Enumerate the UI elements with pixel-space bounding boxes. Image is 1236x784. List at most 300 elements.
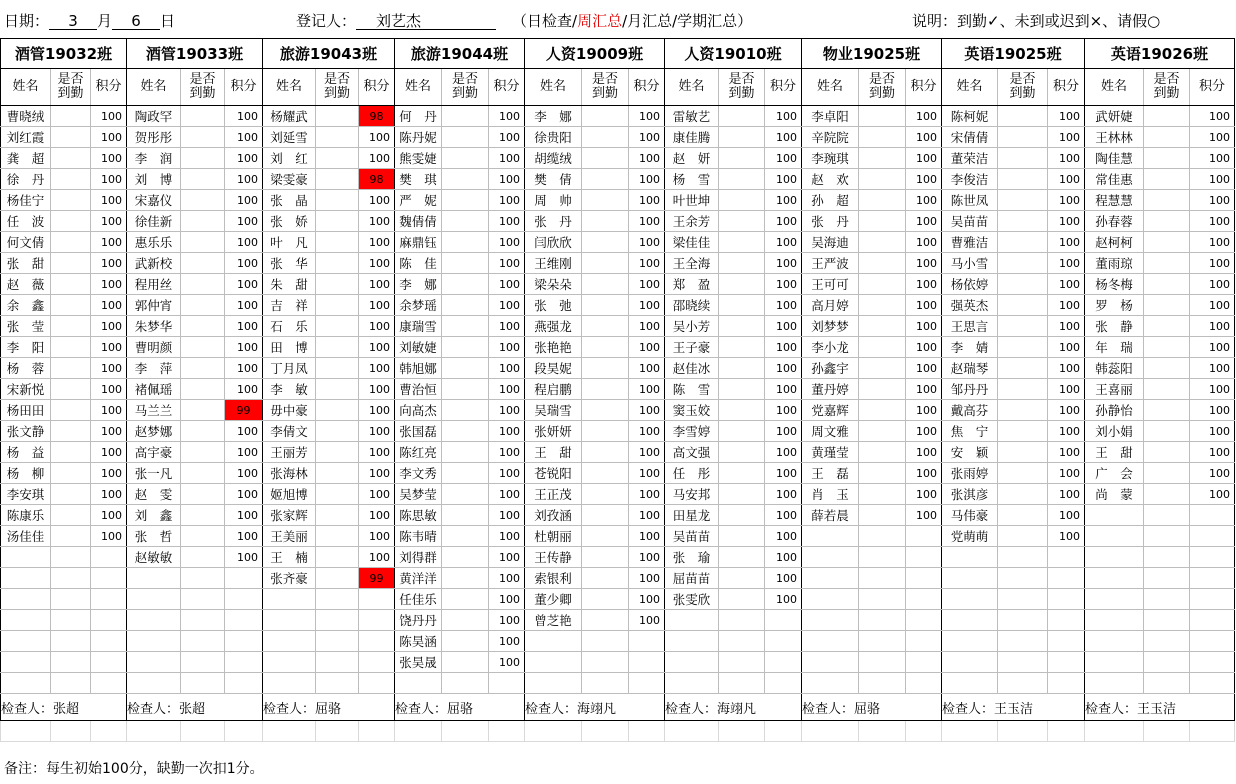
empty-cell[interactable] (1085, 721, 1144, 742)
empty-cell[interactable] (1085, 610, 1144, 631)
attendance-cell[interactable] (1144, 421, 1190, 442)
attendance-cell[interactable] (719, 526, 765, 547)
score-cell[interactable]: 100 (225, 253, 263, 274)
attendance-cell[interactable] (1144, 442, 1190, 463)
score-cell[interactable]: 100 (359, 148, 395, 169)
empty-cell[interactable] (1144, 589, 1190, 610)
attendance-cell[interactable] (582, 169, 629, 190)
student-name[interactable]: 熊雯婕 (395, 148, 442, 169)
empty-cell[interactable] (442, 673, 489, 694)
student-name[interactable]: 曹雅洁 (942, 232, 998, 253)
student-name[interactable]: 韩旭娜 (395, 358, 442, 379)
score-cell[interactable]: 100 (359, 190, 395, 211)
attendance-cell[interactable] (442, 253, 489, 274)
empty-cell[interactable] (181, 589, 225, 610)
empty-cell[interactable] (665, 631, 719, 652)
student-name[interactable]: 刘 博 (127, 169, 181, 190)
score-cell[interactable]: 100 (1190, 211, 1235, 232)
attendance-cell[interactable] (442, 190, 489, 211)
student-name[interactable]: 王余芳 (665, 211, 719, 232)
score-cell[interactable]: 100 (489, 589, 525, 610)
attendance-cell[interactable] (51, 463, 91, 484)
empty-cell[interactable] (859, 547, 906, 568)
score-cell[interactable]: 100 (765, 253, 802, 274)
score-cell-deducted[interactable]: 98 (359, 106, 395, 127)
empty-cell[interactable] (1, 610, 51, 631)
empty-cell[interactable] (942, 547, 998, 568)
score-cell[interactable]: 100 (489, 421, 525, 442)
attendance-cell[interactable] (181, 211, 225, 232)
empty-cell[interactable] (629, 652, 665, 673)
attendance-cell[interactable] (316, 169, 359, 190)
score-cell[interactable]: 100 (91, 148, 127, 169)
attendance-cell[interactable] (51, 190, 91, 211)
student-name[interactable]: 王 磊 (802, 463, 859, 484)
empty-cell[interactable] (1085, 505, 1144, 526)
empty-cell[interactable] (942, 631, 998, 652)
score-cell[interactable]: 100 (225, 463, 263, 484)
score-cell[interactable]: 100 (91, 421, 127, 442)
attendance-cell[interactable] (859, 463, 906, 484)
empty-cell[interactable] (998, 673, 1048, 694)
empty-cell[interactable] (906, 526, 942, 547)
attendance-cell[interactable] (316, 106, 359, 127)
score-cell[interactable]: 100 (765, 568, 802, 589)
attendance-cell[interactable] (316, 211, 359, 232)
student-name[interactable]: 李 润 (127, 148, 181, 169)
student-name[interactable]: 黄洋洋 (395, 568, 442, 589)
student-name[interactable]: 刘 鑫 (127, 505, 181, 526)
attendance-cell[interactable] (442, 589, 489, 610)
attendance-cell[interactable] (442, 148, 489, 169)
score-cell[interactable]: 100 (906, 463, 942, 484)
empty-cell[interactable] (263, 589, 316, 610)
student-name[interactable]: 宋新悦 (1, 379, 51, 400)
attendance-cell[interactable] (442, 442, 489, 463)
empty-cell[interactable] (998, 547, 1048, 568)
attendance-cell[interactable] (1144, 295, 1190, 316)
attendance-cell[interactable] (181, 547, 225, 568)
empty-cell[interactable] (802, 652, 859, 673)
score-cell[interactable]: 100 (489, 631, 525, 652)
attendance-cell[interactable] (719, 337, 765, 358)
score-cell[interactable]: 100 (91, 526, 127, 547)
attendance-cell[interactable] (998, 148, 1048, 169)
empty-cell[interactable] (127, 568, 181, 589)
attendance-cell[interactable] (442, 631, 489, 652)
empty-cell[interactable] (1, 673, 51, 694)
student-name[interactable]: 王思言 (942, 316, 998, 337)
empty-cell[interactable] (263, 631, 316, 652)
attendance-cell[interactable] (316, 127, 359, 148)
attendance-cell[interactable] (51, 379, 91, 400)
empty-cell[interactable] (1190, 721, 1235, 742)
attendance-cell[interactable] (582, 211, 629, 232)
empty-cell[interactable] (906, 589, 942, 610)
inspector-name[interactable]: 海翊凡 (717, 701, 757, 717)
student-name[interactable]: 饶丹丹 (395, 610, 442, 631)
attendance-cell[interactable] (442, 232, 489, 253)
score-cell[interactable]: 100 (359, 463, 395, 484)
attendance-cell[interactable] (582, 484, 629, 505)
empty-cell[interactable] (1048, 673, 1085, 694)
attendance-cell[interactable] (181, 274, 225, 295)
score-cell[interactable]: 100 (225, 421, 263, 442)
student-name[interactable]: 汤佳佳 (1, 526, 51, 547)
score-cell[interactable]: 100 (91, 211, 127, 232)
attendance-cell[interactable] (442, 211, 489, 232)
score-cell[interactable]: 100 (765, 589, 802, 610)
attendance-cell[interactable] (316, 379, 359, 400)
attendance-cell[interactable] (442, 421, 489, 442)
score-cell[interactable]: 100 (359, 127, 395, 148)
attendance-cell[interactable] (859, 400, 906, 421)
student-name[interactable]: 郑 盈 (665, 274, 719, 295)
student-name[interactable]: 赵柯柯 (1085, 232, 1144, 253)
student-name[interactable]: 张家辉 (263, 505, 316, 526)
attendance-cell[interactable] (51, 442, 91, 463)
empty-cell[interactable] (51, 652, 91, 673)
student-name[interactable]: 毋中豪 (263, 400, 316, 421)
score-cell[interactable]: 100 (489, 400, 525, 421)
score-cell[interactable]: 100 (1048, 127, 1085, 148)
student-name[interactable]: 刘得群 (395, 547, 442, 568)
attendance-cell[interactable] (181, 421, 225, 442)
empty-cell[interactable] (181, 610, 225, 631)
student-name[interactable]: 李 娜 (525, 106, 582, 127)
score-cell[interactable]: 100 (91, 316, 127, 337)
score-cell[interactable]: 100 (489, 316, 525, 337)
empty-cell[interactable] (665, 673, 719, 694)
attendance-cell[interactable] (719, 505, 765, 526)
student-name[interactable]: 杨田田 (1, 400, 51, 421)
empty-cell[interactable] (1144, 673, 1190, 694)
attendance-cell[interactable] (181, 316, 225, 337)
attendance-cell[interactable] (582, 400, 629, 421)
attendance-cell[interactable] (442, 106, 489, 127)
student-name[interactable]: 叶 凡 (263, 232, 316, 253)
student-name[interactable]: 徐 丹 (1, 169, 51, 190)
attendance-cell[interactable] (51, 106, 91, 127)
empty-cell[interactable] (127, 631, 181, 652)
score-cell[interactable]: 100 (1190, 484, 1235, 505)
student-name[interactable]: 陶政罕 (127, 106, 181, 127)
attendance-cell[interactable] (316, 274, 359, 295)
attendance-cell[interactable] (998, 337, 1048, 358)
score-cell[interactable]: 100 (489, 568, 525, 589)
empty-cell[interactable] (395, 721, 442, 742)
student-name[interactable]: 董荣洁 (942, 148, 998, 169)
empty-cell[interactable] (225, 568, 263, 589)
score-cell[interactable]: 100 (225, 337, 263, 358)
student-name[interactable]: 李 婧 (942, 337, 998, 358)
student-name[interactable]: 李安琪 (1, 484, 51, 505)
empty-cell[interactable] (91, 610, 127, 631)
attendance-cell[interactable] (316, 568, 359, 589)
student-name[interactable]: 张 弛 (525, 295, 582, 316)
student-name[interactable]: 曹晓绒 (1, 106, 51, 127)
empty-cell[interactable] (359, 721, 395, 742)
student-name[interactable]: 杨依婷 (942, 274, 998, 295)
score-cell[interactable]: 100 (91, 337, 127, 358)
score-cell[interactable]: 100 (906, 190, 942, 211)
student-name[interactable]: 刘红霞 (1, 127, 51, 148)
score-cell[interactable]: 100 (906, 106, 942, 127)
attendance-cell[interactable] (51, 421, 91, 442)
student-name[interactable]: 尚 蒙 (1085, 484, 1144, 505)
empty-cell[interactable] (91, 631, 127, 652)
empty-cell[interactable] (942, 721, 998, 742)
student-name[interactable]: 李倩文 (263, 421, 316, 442)
student-name[interactable]: 吴梦莹 (395, 484, 442, 505)
attendance-cell[interactable] (582, 148, 629, 169)
student-name[interactable]: 朱 甜 (263, 274, 316, 295)
student-name[interactable]: 余 鑫 (1, 295, 51, 316)
attendance-cell[interactable] (719, 442, 765, 463)
attendance-cell[interactable] (442, 295, 489, 316)
empty-cell[interactable] (906, 631, 942, 652)
score-cell[interactable]: 100 (225, 484, 263, 505)
attendance-cell[interactable] (51, 232, 91, 253)
attendance-cell[interactable] (1144, 232, 1190, 253)
score-cell[interactable]: 100 (629, 463, 665, 484)
attendance-cell[interactable] (51, 400, 91, 421)
score-cell[interactable]: 100 (359, 400, 395, 421)
attendance-cell[interactable] (1144, 106, 1190, 127)
attendance-cell[interactable] (181, 442, 225, 463)
empty-cell[interactable] (225, 589, 263, 610)
score-cell[interactable]: 100 (1190, 190, 1235, 211)
empty-cell[interactable] (525, 673, 582, 694)
empty-cell[interactable] (1190, 568, 1235, 589)
empty-cell[interactable] (225, 631, 263, 652)
student-name[interactable]: 陶佳慧 (1085, 148, 1144, 169)
empty-cell[interactable] (525, 631, 582, 652)
attendance-cell[interactable] (582, 253, 629, 274)
attendance-cell[interactable] (719, 295, 765, 316)
attendance-cell[interactable] (1144, 400, 1190, 421)
student-name[interactable]: 向高杰 (395, 400, 442, 421)
student-name[interactable]: 曹明颜 (127, 337, 181, 358)
empty-cell[interactable] (802, 610, 859, 631)
empty-cell[interactable] (719, 673, 765, 694)
score-cell[interactable]: 100 (629, 337, 665, 358)
score-cell[interactable]: 100 (629, 127, 665, 148)
student-name[interactable]: 石 乐 (263, 316, 316, 337)
score-cell[interactable]: 100 (359, 253, 395, 274)
empty-cell[interactable] (719, 610, 765, 631)
score-cell[interactable]: 100 (225, 106, 263, 127)
empty-cell[interactable] (1048, 547, 1085, 568)
score-cell[interactable]: 100 (765, 106, 802, 127)
attendance-cell[interactable] (181, 127, 225, 148)
score-cell[interactable]: 100 (765, 148, 802, 169)
score-cell[interactable]: 100 (359, 337, 395, 358)
score-cell[interactable]: 100 (489, 379, 525, 400)
empty-cell[interactable] (127, 589, 181, 610)
attendance-cell[interactable] (181, 232, 225, 253)
student-name[interactable]: 常佳惠 (1085, 169, 1144, 190)
student-name[interactable]: 何文倩 (1, 232, 51, 253)
student-name[interactable]: 王 楠 (263, 547, 316, 568)
student-name[interactable]: 武妍婕 (1085, 106, 1144, 127)
attendance-cell[interactable] (442, 505, 489, 526)
score-cell[interactable]: 100 (1048, 295, 1085, 316)
student-name[interactable]: 郭仲宵 (127, 295, 181, 316)
attendance-cell[interactable] (51, 274, 91, 295)
student-name[interactable]: 田星龙 (665, 505, 719, 526)
empty-cell[interactable] (51, 547, 91, 568)
score-cell[interactable]: 100 (489, 337, 525, 358)
attendance-cell[interactable] (859, 316, 906, 337)
student-name[interactable]: 杨冬梅 (1085, 274, 1144, 295)
empty-cell[interactable] (582, 673, 629, 694)
empty-cell[interactable] (51, 721, 91, 742)
attendance-cell[interactable] (719, 253, 765, 274)
attendance-cell[interactable] (859, 358, 906, 379)
student-name[interactable]: 张海林 (263, 463, 316, 484)
student-name[interactable]: 陈康乐 (1, 505, 51, 526)
score-cell[interactable]: 100 (489, 526, 525, 547)
score-cell[interactable]: 100 (629, 358, 665, 379)
attendance-cell[interactable] (582, 316, 629, 337)
student-name[interactable]: 贺彤彤 (127, 127, 181, 148)
student-name[interactable]: 王美丽 (263, 526, 316, 547)
score-cell[interactable]: 100 (1048, 400, 1085, 421)
empty-cell[interactable] (998, 589, 1048, 610)
attendance-cell[interactable] (316, 442, 359, 463)
student-name[interactable]: 张 莹 (1, 316, 51, 337)
attendance-cell[interactable] (719, 589, 765, 610)
empty-cell[interactable] (765, 673, 802, 694)
student-name[interactable]: 康佳腾 (665, 127, 719, 148)
score-cell[interactable]: 100 (765, 127, 802, 148)
student-name[interactable]: 张雯欣 (665, 589, 719, 610)
student-name[interactable]: 马兰兰 (127, 400, 181, 421)
empty-cell[interactable] (719, 721, 765, 742)
score-cell[interactable]: 100 (629, 148, 665, 169)
student-name[interactable]: 麻鼎钰 (395, 232, 442, 253)
empty-cell[interactable] (1144, 568, 1190, 589)
empty-cell[interactable] (316, 610, 359, 631)
score-cell[interactable]: 100 (629, 316, 665, 337)
attendance-cell[interactable] (859, 505, 906, 526)
score-cell[interactable]: 100 (359, 484, 395, 505)
attendance-cell[interactable] (998, 253, 1048, 274)
empty-cell[interactable] (1, 631, 51, 652)
student-name[interactable]: 肖 玉 (802, 484, 859, 505)
student-name[interactable]: 程用丝 (127, 274, 181, 295)
empty-cell[interactable] (316, 652, 359, 673)
attendance-cell[interactable] (442, 274, 489, 295)
inspector-name[interactable]: 张超 (53, 701, 80, 717)
student-name[interactable]: 广 会 (1085, 463, 1144, 484)
empty-cell[interactable] (802, 721, 859, 742)
empty-cell[interactable] (1190, 631, 1235, 652)
score-cell[interactable]: 100 (91, 295, 127, 316)
student-name[interactable]: 赵敏敏 (127, 547, 181, 568)
student-name[interactable]: 戴高芬 (942, 400, 998, 421)
attendance-cell[interactable] (998, 526, 1048, 547)
attendance-cell[interactable] (998, 106, 1048, 127)
empty-cell[interactable] (316, 721, 359, 742)
empty-cell[interactable] (1085, 568, 1144, 589)
attendance-cell[interactable] (719, 547, 765, 568)
inspector-name[interactable]: 屈骆 (447, 701, 474, 717)
empty-cell[interactable] (1190, 589, 1235, 610)
student-name[interactable]: 陈红亮 (395, 442, 442, 463)
attendance-cell[interactable] (582, 358, 629, 379)
attendance-cell[interactable] (181, 106, 225, 127)
attendance-cell[interactable] (1144, 358, 1190, 379)
student-name[interactable]: 赵 妍 (665, 148, 719, 169)
score-cell[interactable]: 100 (1190, 442, 1235, 463)
empty-cell[interactable] (906, 610, 942, 631)
empty-cell[interactable] (1085, 526, 1144, 547)
empty-cell[interactable] (942, 589, 998, 610)
attendance-cell[interactable] (859, 169, 906, 190)
attendance-cell[interactable] (316, 295, 359, 316)
score-cell[interactable]: 100 (1048, 316, 1085, 337)
score-cell[interactable]: 100 (765, 442, 802, 463)
score-cell[interactable]: 100 (765, 484, 802, 505)
attendance-cell[interactable] (582, 547, 629, 568)
student-name[interactable]: 陈丹妮 (395, 127, 442, 148)
attendance-cell[interactable] (51, 316, 91, 337)
attendance-cell[interactable] (51, 295, 91, 316)
student-name[interactable]: 杨 雪 (665, 169, 719, 190)
score-cell[interactable]: 100 (1048, 421, 1085, 442)
score-cell[interactable]: 100 (906, 337, 942, 358)
score-cell[interactable]: 100 (1190, 400, 1235, 421)
empty-cell[interactable] (359, 652, 395, 673)
student-name[interactable]: 刘延雪 (263, 127, 316, 148)
attendance-cell[interactable] (1144, 463, 1190, 484)
month-value[interactable]: 3 (49, 14, 97, 30)
score-cell[interactable]: 100 (906, 232, 942, 253)
attendance-cell[interactable] (582, 505, 629, 526)
attendance-cell[interactable] (181, 190, 225, 211)
student-name[interactable]: 李雪婷 (665, 421, 719, 442)
empty-cell[interactable] (489, 721, 525, 742)
student-name[interactable]: 吴苗苗 (665, 526, 719, 547)
student-name[interactable]: 黄瑾莹 (802, 442, 859, 463)
student-name[interactable]: 张文静 (1, 421, 51, 442)
student-name[interactable]: 王严波 (802, 253, 859, 274)
score-cell-deducted[interactable]: 99 (225, 400, 263, 421)
empty-cell[interactable] (765, 631, 802, 652)
score-cell[interactable]: 100 (906, 379, 942, 400)
attendance-cell[interactable] (719, 169, 765, 190)
attendance-cell[interactable] (859, 484, 906, 505)
attendance-cell[interactable] (859, 211, 906, 232)
student-name[interactable]: 余梦瑶 (395, 295, 442, 316)
student-name[interactable]: 杨耀武 (263, 106, 316, 127)
student-name[interactable]: 张妍妍 (525, 421, 582, 442)
student-name[interactable]: 苍锐阳 (525, 463, 582, 484)
day-value[interactable]: 6 (112, 14, 160, 30)
student-name[interactable]: 李 敏 (263, 379, 316, 400)
student-name[interactable]: 张国磊 (395, 421, 442, 442)
empty-cell[interactable] (1048, 652, 1085, 673)
attendance-cell[interactable] (442, 337, 489, 358)
attendance-cell[interactable] (442, 316, 489, 337)
attendance-cell[interactable] (181, 526, 225, 547)
empty-cell[interactable] (225, 652, 263, 673)
attendance-cell[interactable] (1144, 379, 1190, 400)
attendance-cell[interactable] (181, 463, 225, 484)
student-name[interactable]: 高月婷 (802, 295, 859, 316)
